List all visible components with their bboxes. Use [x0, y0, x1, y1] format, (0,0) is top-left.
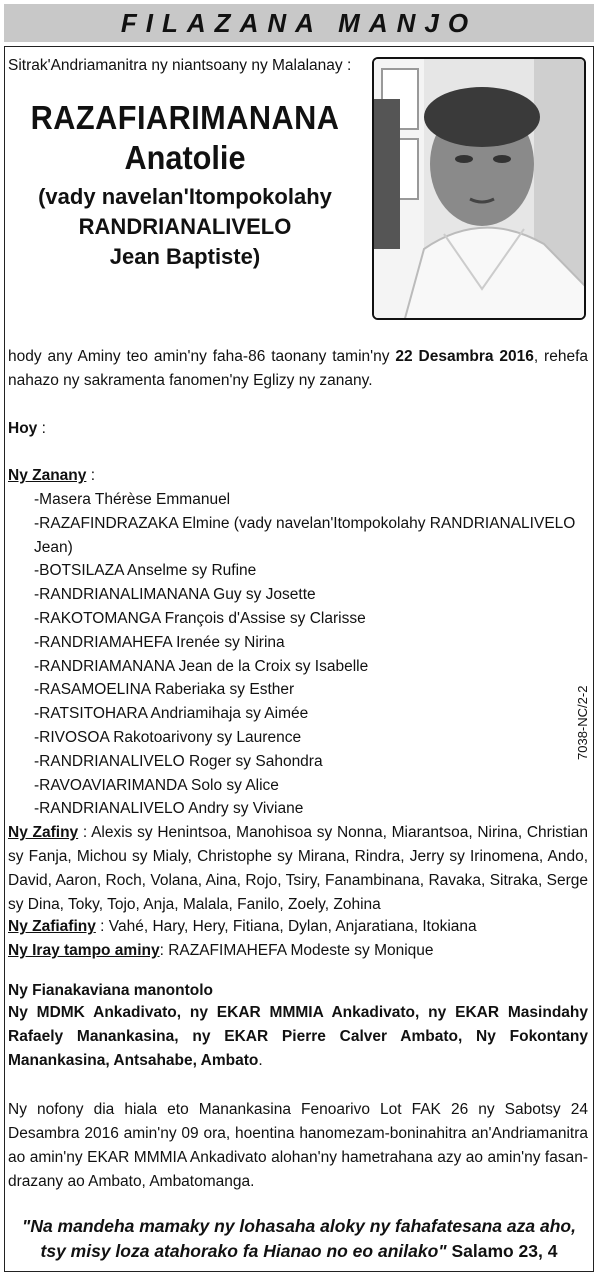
portrait-photo-icon: [374, 59, 586, 320]
portrait-photo: [372, 57, 586, 320]
deceased-firstname: Anatolie: [124, 139, 246, 176]
iray-tampo-label: Ny Iray tampo aminy: [8, 942, 160, 959]
list-item: -RATSITOHARA Andriamihaja sy Aimée: [34, 705, 309, 723]
fianakaviana-label: Ny Fianakaviana manontolo: [8, 982, 213, 999]
zafiafiny-text: : Vahé, Hary, Hery, Fitiana, Dylan, Anjaratiana, Itokiana: [95, 918, 477, 935]
header-title: FILAZANA MANJO: [120, 7, 478, 38]
list-item: -RAKOTOMANGA François d'Assise sy Clarisse: [34, 609, 366, 627]
zafiafiny-paragraph: [8, 915, 588, 939]
closing-quote: [6, 1214, 592, 1264]
list-item: -RASAMOELINA Raberiaka sy Esther: [34, 681, 295, 699]
quote-line-2: tsy misy loza atahorako fa Hianao no eo anilako": [40, 1241, 447, 1261]
list-item: -RIVOSOA Rakotoarivony sy Laurence: [34, 728, 302, 746]
list-item: -RANDRIAMAHEFA Irenée sy Nirina: [34, 633, 285, 651]
death-text-a: hody any Aminy teo amin'ny faha-86 taonany tamin'ny: [8, 348, 396, 365]
list-item: -RAZAFINDRAZAKA Elmine (vady navelan'Itompokolahy RANDRIANALIVELO Jean): [34, 514, 576, 556]
list-item: -RANDRIANALIVELO Andry sy Viviane: [34, 800, 304, 818]
quote-line-2-row: [6, 1239, 592, 1264]
spouse-line-1: (vady navelan'Itompokolahy: [38, 184, 332, 209]
zanany-list: [34, 488, 590, 821]
death-paragraph: [8, 345, 588, 393]
death-text-b: , rehefa nahazo ny sakramenta fanomen'ny Eglizy ny zanany.: [8, 348, 589, 389]
list-item: -BOTSILAZA Anselme sy Rufine: [34, 562, 257, 580]
zafiny-text: : Alexis sy Henintsoa, Manohisoa sy Nonna, Miarantsoa, Nirina, Christian sy Fanja, Michou sy Mialy, Christophe sy Mirana, Rindra, Jerry sy Irinomena, Ando, David, Aaron, Roch, Volana, Aina, Rojo, Tsiry, Fanambinana, Ravaka, Sitraka, Serge sy Dina, Toky, Tojo, Anja, Malala, Fanilo, Zoely, Zohina: [8, 824, 589, 913]
zanany-heading: [8, 464, 588, 488]
zafiny-paragraph: [8, 821, 588, 917]
hoy-suffix: :: [37, 420, 46, 437]
fianakaviana-end: .: [258, 1052, 263, 1069]
list-item: -RAVOAVIARIMANDA Solo sy Alice: [34, 776, 279, 794]
list-item: -RANDRIAMANANA Jean de la Croix sy Isabelle: [34, 657, 369, 675]
deceased-surname: RAZAFIARIMANANA: [30, 99, 340, 136]
fianakaviana-paragraph: [8, 1001, 588, 1073]
zanany-label: Ny Zanany: [8, 467, 87, 484]
spouse-line-3: Jean Baptiste): [109, 244, 261, 269]
spouse-line-2: RANDRIANALIVELO: [78, 214, 292, 239]
funeral-paragraph: Ny nofony dia hiala eto Manankasina Fenoarivo Lot FAK 26 ny Sabotsy 24 Desambra 2016 amin'ny 09 ora, hoentina hanomezam-boninahitra an'Andriamanitra ao amin'ny EKAR MMMIA Ankadivato alohan'ny hametrahana azy ao amin'ny fasan-drazany ao Ambato, Ambatomanga.: [8, 1101, 588, 1190]
side-reference-code: 7038-NC/2-2: [575, 685, 590, 760]
header-band: [4, 4, 594, 42]
list-item: -Masera Thérèse Emmanuel: [34, 491, 231, 508]
intro-text: Sitrak'Andriamanitra ny niantsoany ny Malalanay :: [8, 57, 352, 74]
zafiny-label: Ny Zafiny: [8, 824, 79, 841]
quote-reference: Salamo 23, 4: [446, 1241, 558, 1261]
list-item: -RANDRIANALIMANANA Guy sy Josette: [34, 586, 316, 604]
zafiafiny-label: Ny Zafiafiny: [8, 918, 96, 935]
iray-tampo-paragraph: [8, 939, 588, 963]
list-item: -RANDRIANALIVELO Roger sy Sahondra: [34, 752, 323, 770]
iray-tampo-text: : RAZAFIMAHEFA Modeste sy Monique: [159, 942, 434, 959]
quote-line-1: "Na mandeha mamaky ny lohasaha aloky ny fahafatesana aza aho,: [22, 1216, 576, 1236]
hoy-line: [8, 417, 588, 441]
death-date: 22 Desambra 2016: [395, 348, 534, 365]
zanany-suffix: :: [86, 467, 96, 484]
hoy-label: Hoy: [8, 420, 38, 437]
deceased-name-block: [6, 98, 364, 272]
fianakaviana-text: Ny MDMK Ankadivato, ny EKAR MMMIA Ankadivato, ny EKAR Masindahy Rafaely Manankasina, ny EKAR Pierre Calver Ambato, Ny Fokontany Manankasina, Antsahabe, Ambato: [8, 1004, 588, 1069]
